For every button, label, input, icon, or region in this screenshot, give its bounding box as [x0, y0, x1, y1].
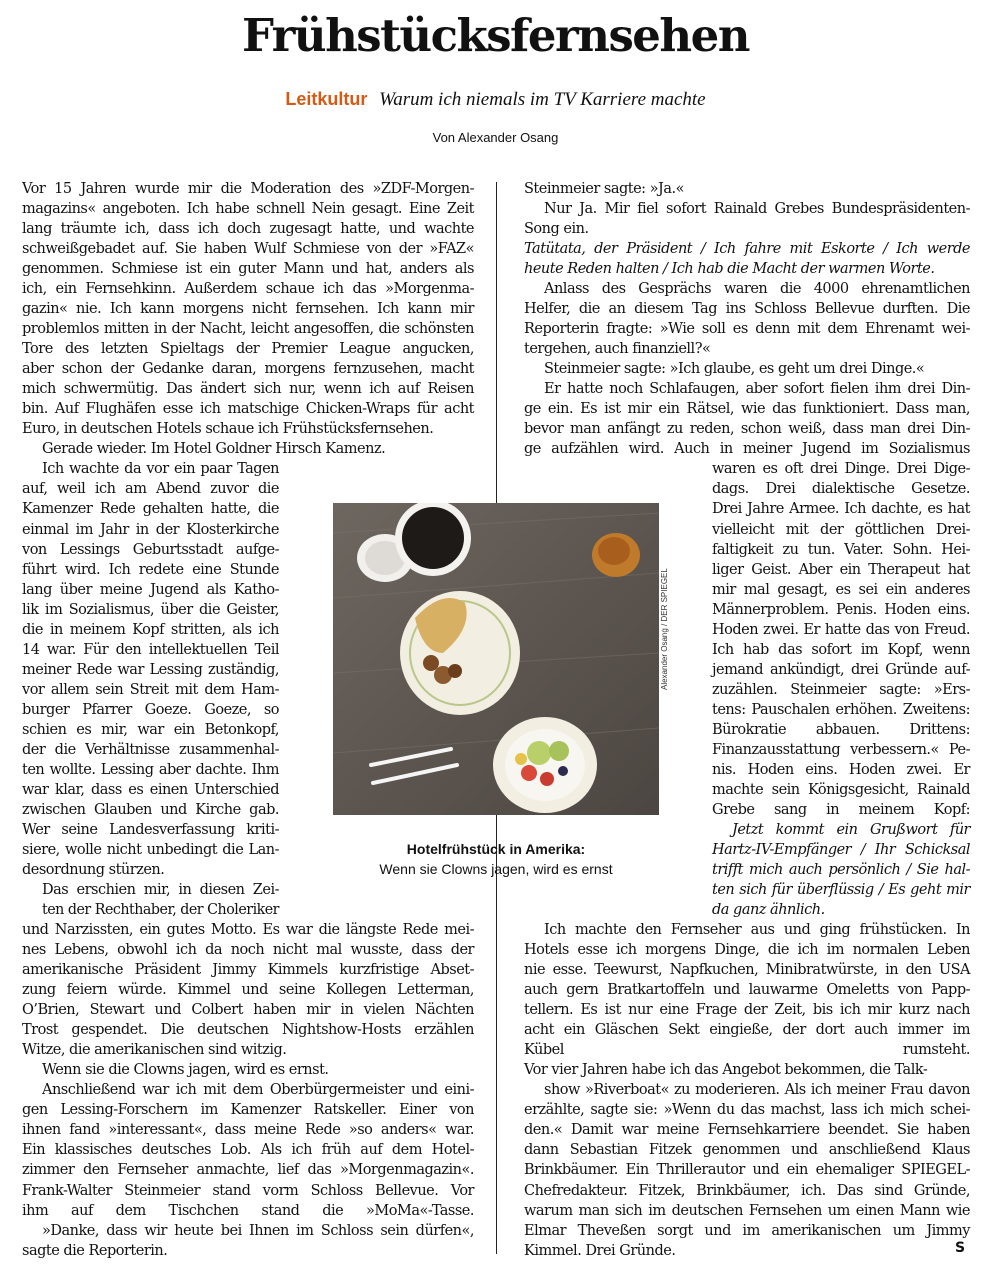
left-column-line: zimmer den Fernseher anmachte, lief das »Morgenmagazin«.: [22, 1162, 474, 1179]
right-column-line: ge aufzählen wird. Auch in meiner Jugend im Sozialismus: [524, 441, 970, 458]
left-column-line: Witze, die amerikanischen sind witzig.: [22, 1042, 287, 1059]
right-column-line: faltigkeit zu tun. Vater. Sohn. Hei-: [712, 541, 970, 558]
left-column-line: 14 war. Für den intellektuellen Teil: [22, 641, 279, 658]
right-column-line: machte sein Königsgesicht, Rainald: [712, 781, 970, 798]
right-column-line: show »Riverboat« zu moderieren. Als ich meiner Frau davon: [544, 1082, 970, 1099]
right-column-line: Ich hab das sofort im Kopf, wenn: [712, 641, 970, 658]
right-column-line: Bürokratie abbauen. Drittens:: [712, 721, 970, 738]
right-column-line: Reporterin fragte: »Wie soll es denn mit dem Ehrenamt wei-: [524, 321, 970, 338]
right-column-line: jemand ankündigt, drei Gründe auf-: [712, 661, 970, 678]
right-column-line: nie esse. Teewurst, Napfkuchen, Minibratwürste, in den USA: [524, 962, 970, 979]
right-column-line: trifft mich auch persönlich / Sie hal-: [712, 862, 970, 879]
right-column-line: Steinmeier sagte: »Ja.«: [524, 181, 684, 197]
left-column-line: vor allem sein Streit mit dem Ham-: [22, 681, 279, 698]
left-column-line: zung feiern würde. Kimmel und seine Kollegen Letterman,: [22, 982, 474, 999]
caption-title: Hotelfrühstück in Amerika:: [406, 841, 586, 857]
right-column-line: Chefredakteur. Fitzek, Brinkbäumer, ich. Das sind Gründe,: [524, 1182, 970, 1199]
left-column-line: von Lessings Geburtsstadt aufge-: [22, 541, 279, 558]
right-column-line: Helfer, die an diesem Tag ins Schloss Bellevue durften. Die: [524, 301, 970, 318]
left-column-line: »Danke, dass wir heute bei Ihnen im Schloss sein dürfen«,: [42, 1222, 474, 1239]
right-column-line: Hoden zwei. Er hatte das von Freud.: [712, 621, 970, 638]
left-column-line: lang über meine Jugend als Katho-: [22, 581, 279, 598]
right-column-line: Anlass des Gesprächs waren die 4000 ehrenamtlichen: [544, 281, 970, 298]
right-column-line: Drei Jahre Armee. Ich dachte, es hat: [712, 501, 970, 518]
left-column-line: der die Verhältnisse zusammenhal-: [22, 741, 279, 758]
left-column-line: burger Pfarrer Goeze. Goeze, so: [22, 701, 279, 718]
right-column-line: Finanzausstattung verbessern.« Pe-: [712, 741, 970, 758]
left-column-line: mich schwermütig. Das ändert sich nur, wenn ich auf Reisen: [22, 381, 474, 398]
left-column-line: gazin« nie. Ich kann morgens nicht fernsehen. Ich kann mir: [22, 301, 474, 318]
left-column-line: gen Lessing-Forschern im Kamenzer Ratskeller. Einer von: [22, 1102, 474, 1119]
left-column-line: sagte die Reporterin.: [22, 1242, 168, 1259]
right-column-line: heute Reden halten / Ich hab die Macht der warmen Worte.: [524, 261, 935, 278]
right-column-line: dags. Drei dialektische Gesetze.: [712, 481, 970, 498]
article-title: Frühstücksfernsehen: [242, 9, 749, 62]
photo-credit: Alexander Osang / DER SPIEGEL: [660, 568, 669, 690]
left-column-line: ihm auf dem Tischchen stand die »MoMa«-Tasse.: [22, 1202, 474, 1219]
right-column-line: Kübel rumsteht.: [524, 1042, 970, 1059]
left-column-line: ich, ein Fernsehkinn. Außerdem schaue ich das »Morgenma-: [22, 281, 474, 298]
left-column-line: Ich wachte da vor ein paar Tagen: [42, 461, 279, 478]
right-column-line: waren es oft drei Dinge. Drei Dige-: [712, 461, 970, 478]
left-column-line: magazins« angeboten. Ich habe schnell Nein gesagt. Eine Zeit: [22, 201, 474, 218]
left-column-line: siere, wolle nicht unbedingt die Lan-: [22, 841, 279, 858]
caption-text: Wenn sie Clowns jagen, wird es ernst: [379, 861, 613, 877]
right-column-line: nis. Hoden eins. Hoden zwei. Er: [712, 761, 970, 778]
deck: Warum ich niemals im TV Karriere machte: [379, 89, 706, 110]
left-column-line: nes Lebens, obwohl ich da noch nicht mal wusste, dass der: [22, 942, 474, 959]
left-column-line: genommen. Schmiese ist ein guter Mann und hat, anders als: [22, 261, 474, 278]
left-column-line: Wenn sie die Clowns jagen, wird es ernst.: [42, 1062, 329, 1079]
right-column-line: Ich machte den Fernseher aus und ging frühstücken. In: [544, 922, 970, 939]
right-column-line: Kimmel. Drei Gründe.: [524, 1242, 676, 1259]
right-column-line: tellern. Es ist nur eine Frage der Zeit, bis ich mir kurz nach: [524, 1002, 970, 1019]
left-column-line: schien es mir, war ein Betonkopf,: [22, 721, 279, 738]
left-column-line: Wer seine Landesverfassung kriti-: [22, 821, 279, 838]
right-column-line: Männerproblem. Penis. Hoden eins.: [712, 601, 970, 618]
left-column-line: Tore des letzten Spieltags der Premier League angucken,: [22, 341, 474, 358]
right-column-line: Hotels esse ich morgens Dinge, die ich im normalen Leben: [524, 942, 970, 959]
right-column-line: Vor vier Jahren habe ich das Angebot bekommen, die Talk-: [524, 1062, 928, 1079]
right-column-line: erzählte, sagte sie: »Wenn du das machst, lass ich mich schei-: [524, 1102, 970, 1119]
left-column-line: ten wollte. Lessing aber dachte. Ihm: [22, 761, 279, 778]
right-column-line: mir mal gesagt, es sei ein anderes: [712, 581, 970, 598]
right-column-line: den.« Damit war meine Fernsehkarriere beendet. Sie haben: [524, 1122, 970, 1139]
left-column-line: Trost gespendet. Die deutschen Nightshow-Hosts erzählen: [22, 1022, 474, 1039]
right-column-line: Nur Ja. Mir fiel sofort Rainald Grebes Bundespräsidenten-: [544, 201, 970, 218]
byline: Von Alexander Osang: [432, 130, 559, 145]
right-column-line: Elmar Theveßen sorgt und im amerikanischen um Jimmy: [524, 1222, 970, 1239]
left-column-line: Euro, in deutschen Hotels schaue ich Frühstücksfernsehen.: [22, 421, 434, 438]
right-column-line: ge ein. Es ist mir ein Rätsel, wie das funktioniert. Dass man,: [524, 401, 970, 418]
left-column-line: schweißgebadet auf. Sie haben Wulf Schmiese von der »FAZ«: [22, 241, 474, 258]
left-column-line: Kamenzer Rede gehalten hatte, die: [22, 501, 279, 518]
right-column-line: warum man sich im deutschen Fernsehen um einen Mann wie: [524, 1202, 970, 1219]
left-column-line: problemlos mitten in der Nacht, leicht angesoffen, die schönsten: [22, 321, 474, 338]
left-column-line: Ein klassisches deutsches Lob. Als ich früh auf dem Hotel-: [22, 1142, 474, 1159]
right-column-line: da ganz ähnlich.: [712, 902, 825, 919]
right-column-line: acht ein Gläschen Sekt eingieße, der dort auch immer im: [524, 1022, 970, 1039]
left-column-line: ihnen fand »interessant«, dass meine Rede »so anders« war.: [22, 1122, 474, 1139]
left-column-line: O’Brien, Stewart und Colbert haben mir in vielen Nächten: [22, 1002, 474, 1019]
left-column-line: und Narzissten, ein gutes Motto. Es war die längste Rede mei-: [22, 922, 474, 939]
left-column-line: desordnung stürzen.: [22, 862, 165, 879]
right-column-line: auch gern Bratkartoffeln und lauwarme Omeletts von Papp-: [524, 982, 970, 999]
left-column-line: Gerade wieder. Im Hotel Goldner Hirsch Kamenz.: [42, 441, 386, 458]
left-column-line: lik im Sozialismus, über die Geister,: [22, 601, 279, 618]
right-column-line: Song ein.: [524, 221, 589, 238]
right-column-line: ten sich für überflüssig / Es geht mir: [712, 882, 970, 899]
right-column-line: tergehen, auch finanziell?«: [524, 341, 711, 358]
right-column-line: Er hatte noch Schlafaugen, aber sofort fielen ihm drei Din-: [544, 381, 970, 398]
left-column-line: bin. Auf Flughäfen esse ich matschige Chicken-Wraps für acht: [22, 401, 474, 418]
left-column-line: zwischen Glauben und Kirche gab.: [22, 801, 279, 818]
right-column-line: Grebe sang in meinem Kopf:: [712, 801, 970, 818]
left-column-line: die in meinem Kopf stritten, als ich: [22, 621, 279, 638]
right-column-line: liger Geist. Aber ein Therapeut hat: [712, 561, 970, 578]
right-column-line: tens: Pauschalen erhöhen. Zweitens:: [712, 701, 970, 718]
right-column-line: Hartz-IV-Empfänger / Ihr Schicksal: [712, 841, 970, 858]
right-column-line: dann Sebastian Fitzek genommen und anschließend Klaus: [524, 1142, 970, 1159]
left-column-line: Das erschien mir, in diesen Zei-: [42, 882, 279, 899]
left-column-line: aber schon der Gedanke daran, morgens fernzusehen, macht: [22, 361, 474, 378]
left-column-line: meiner Rede war Lessing zuständig,: [22, 661, 279, 678]
right-column-line: zuzählen. Steinmeier sagte: »Ers-: [712, 681, 970, 698]
right-column-line: Jetzt kommt ein Grußwort für: [732, 821, 970, 838]
left-column-line: auf, weil ich am Abend zuvor die: [22, 481, 279, 498]
right-column-line: bevor man anfängt zu reden, schon weiß, dass man drei Din-: [524, 421, 970, 438]
left-column-line: Vor 15 Jahren wurde mir die Moderation des »ZDF-Morgen-: [22, 181, 474, 197]
right-column-line: Steinmeier sagte: »Ich glaube, es geht um drei Dinge.«: [544, 361, 925, 378]
end-mark: S: [955, 1240, 966, 1256]
left-column-line: führt wird. Ich redete eine Stunde: [22, 561, 279, 578]
left-column-line: war klar, dass es einen Unterschied: [22, 781, 279, 798]
left-column-line: ten der Rechthaber, der Choleriker: [42, 902, 279, 919]
subline: [0, 88, 991, 111]
right-column-line: vielleicht mit der göttlichen Drei-: [712, 521, 970, 538]
left-column-line: Anschließend war ich mit dem Oberbürgermeister und eini-: [42, 1082, 474, 1099]
kicker: Leitkultur: [285, 89, 368, 109]
right-column-line: Brinkbäumer. Ein Thrillerautor und ein ehemaliger SPIEGEL-: [524, 1162, 970, 1179]
left-column-line: Frank-Walter Steinmeier stand vorm Schloss Bellevue. Vor: [22, 1182, 474, 1199]
left-column-line: einmal im Jahr in der Klosterkirche: [22, 521, 279, 538]
right-column-line: Tatütata, der Präsident / Ich fahre mit Eskorte / Ich werde: [524, 241, 970, 258]
left-column-line: lang träumte ich, dass ich doch zugesagt hatte, und wachte: [22, 221, 474, 238]
left-column-line: amerikanische Präsident Jimmy Kimmels kurzfristige Abset-: [22, 962, 474, 979]
